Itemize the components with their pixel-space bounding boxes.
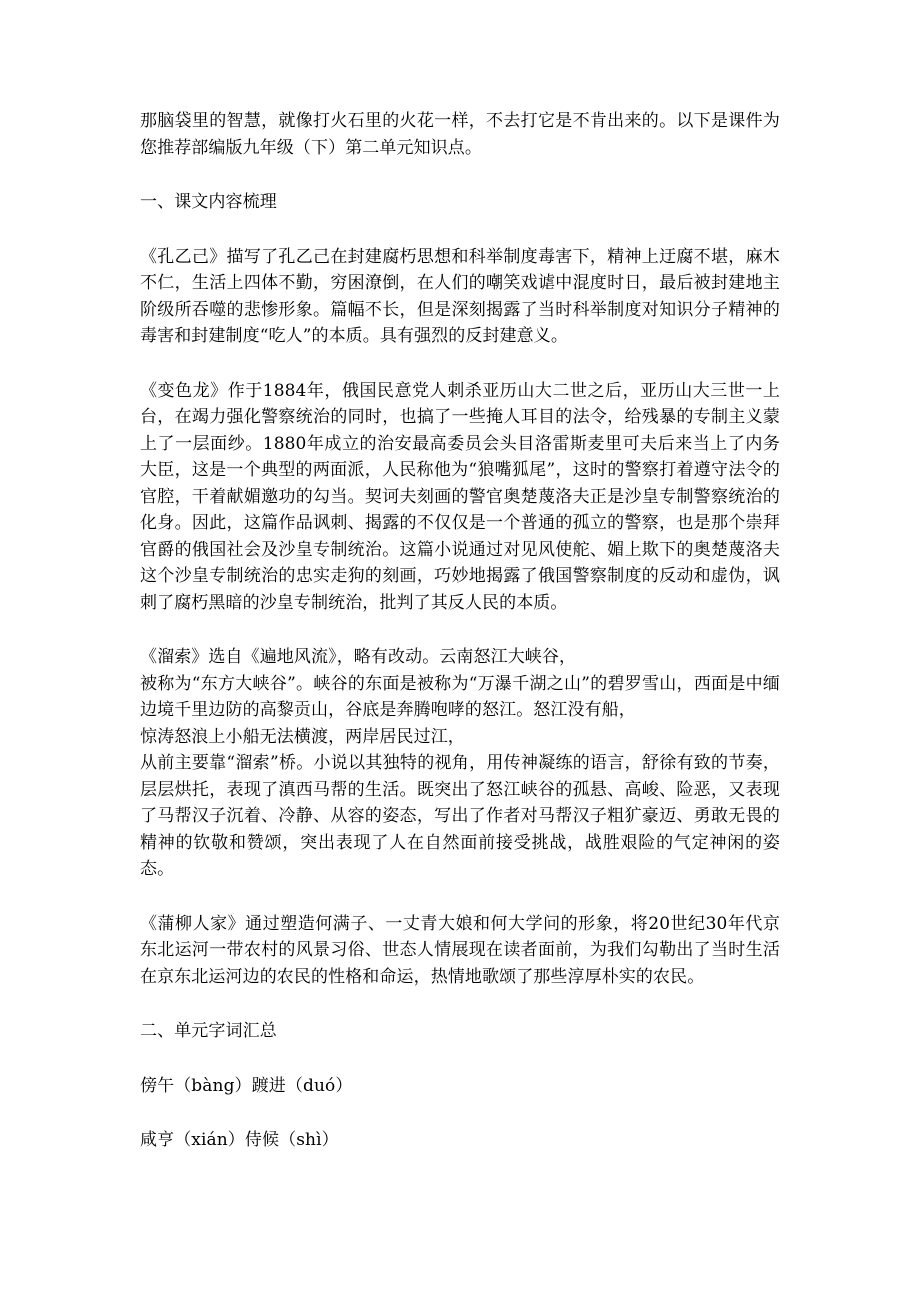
paragraph-puliu: 《蒲柳人家》通过塑造何满子、一丈青大娘和何大学问的形象，将20世纪30年代京东北运河一带农村的风景习俗、世态人情展现在读者面前，为我们勾勒出了当时生活在京东北运河边的农民的性格和命运，热情地歌颂了那些淳厚朴实的农民。 — [140, 913, 780, 987]
vocab-line-2: 咸亨（xián）侍候（shì） — [140, 1130, 339, 1150]
paragraph-liusuo-line-3: 惊涛怒浪上小船无法横渡，两岸居民过江， — [140, 726, 465, 747]
paragraph-liusuo-line-4: 从前主要靠“溜索”桥。小说以其独特的视角，用传神凝练的语言，舒徐有致的节奏，层层烘托，表现了滇西马帮的生活。既突出了怒江峡谷的孤悬、高峻、险恶，又表现了马帮汉子沉着、冷静、从容的姿态，写出了作者对马帮汉子粗犷豪迈、勇敢无畏的精神的钦敬和赞颂，突出表现了人在自然面前接受挑战，战胜艰险的气定神闲的姿态。 — [140, 753, 780, 879]
paragraph-kongyiji: 《孔乙己》描写了孔乙己在封建腐朽思想和科举制度毒害下，精神上迂腐不堪，麻木不仁，生活上四体不勤，穷困潦倒，在人们的嘲笑戏谑中混度时日，最后被封建地主阶级所吞噬的悲惨形象。篇幅不长，但是深刻揭露了当时科举制度对知识分子精神的毒害和封建制度“吃人”的本质。具有强烈的反封建意义。 — [140, 246, 780, 346]
intro-paragraph: 那脑袋里的智慧，就像打火石里的火花一样，不去打它是不肯出来的。以下是课件为您推荐部编版九年级（下）第二单元知识点。 — [140, 111, 780, 158]
section-heading-1: 一、课文内容梳理 — [140, 192, 277, 212]
document-body — [140, 108, 780, 1154]
section-heading-2: 二、单元字词汇总 — [140, 1021, 277, 1041]
paragraph-liusuo-line-2: 被称为“东方大峡谷”。峡谷的东面是被称为“万瀑千湖之山”的碧罗雪山，西面是中缅边境千里边防的高黎贡山，谷底是奔腾咆哮的怒江。怒江没有船， — [140, 673, 780, 720]
vocab-line-1: 傍午（bàng）踱进（duó） — [140, 1075, 353, 1096]
paragraph-liusuo-line-1: 《溜索》选自《遍地风流》，略有改动。云南怒江大峡谷， — [140, 647, 577, 667]
paragraph-chameleon: 《变色龙》作于1884年，俄国民意党人刺杀亚历山大二世之后，亚历山大三世一上台，在竭力强化警察统治的同时，也搞了一些掩人耳目的法令，给残暴的专制主义蒙上了一层面纱。1880年成立的治安最高委员会头目洛雷斯麦里可夫后来当上了内务大臣，这是一个典型的两面派，人民称他为“狼嘴狐尾”，这时的警察打着遵守法令的官腔，干着献媚邀功的勾当。契诃夫刻画的警官奥楚蔑洛夫正是沙皇专制警察统治的化身。因此，这篇作品讽刺、揭露的不仅仅是一个普通的孤立的警察，也是那个崇拜官爵的俄国社会及沙皇专制统治。这篇小说通过对见风使舵、媚上欺下的奥楚蔑洛夫这个沙皇专制统治的忠实走狗的刻画，巧妙地揭露了俄国警察制度的反动和虚伪，讽刺了腐朽黑暗的沙皇专制统治，批判了其反人民的本质。 — [140, 380, 780, 613]
